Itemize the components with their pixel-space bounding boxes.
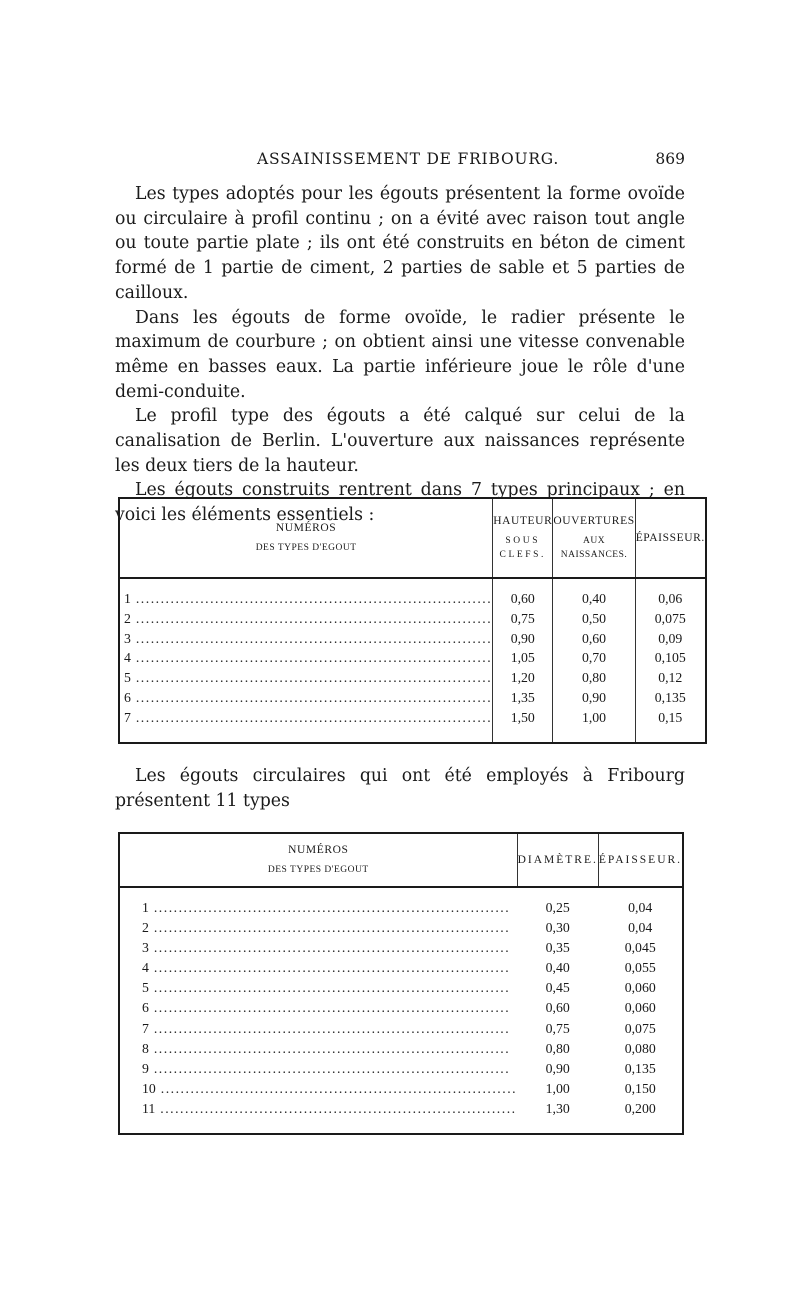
ouverture-value: 0,90 bbox=[581, 689, 607, 705]
epaisseur-value: 0,060 bbox=[624, 980, 656, 996]
diametre-value: 0,90 bbox=[545, 1060, 570, 1076]
header-epaisseur bbox=[598, 833, 683, 887]
column-epaisseur bbox=[635, 578, 706, 743]
type-number: 5 ..... bbox=[124, 668, 492, 688]
type-number: 10 ..... bbox=[142, 1079, 517, 1099]
ouverture-value: 0,40 bbox=[581, 591, 607, 606]
diametre-value: 0,30 bbox=[545, 920, 570, 936]
column-epaisseur bbox=[598, 887, 683, 1134]
epaisseur-value: 0,04 bbox=[628, 900, 653, 915]
header-text: DIAMÈTRE. bbox=[517, 854, 598, 866]
epaisseur-value: 0,080 bbox=[624, 1040, 656, 1056]
egout-types-table bbox=[118, 497, 707, 744]
column-numeros bbox=[119, 887, 517, 1134]
circular-sewers-table bbox=[118, 832, 684, 1135]
diametre-value: 0,25 bbox=[545, 900, 570, 915]
epaisseur-value: 0,060 bbox=[624, 1000, 656, 1016]
ouverture-value: 0,60 bbox=[581, 630, 607, 646]
type-number: 3 ..... bbox=[142, 938, 517, 958]
column-diametre bbox=[517, 887, 598, 1134]
header-numeros bbox=[119, 498, 493, 578]
epaisseur-value: 0,15 bbox=[658, 709, 683, 725]
header-text: NUMÉROS bbox=[288, 844, 349, 856]
diametre-value: 1,00 bbox=[545, 1080, 570, 1096]
header-text: ÉPAISSEUR. bbox=[635, 532, 705, 544]
epaisseur-value: 0,105 bbox=[654, 650, 686, 666]
epaisseur-value: 0,135 bbox=[654, 689, 686, 705]
middle-text bbox=[115, 764, 685, 813]
header-text: HAUTEUR bbox=[493, 515, 553, 527]
type-number: 6 ..... bbox=[124, 688, 492, 708]
type-number: 9 ..... bbox=[142, 1059, 517, 1079]
paragraph: Les égouts circulaires qui ont été employés à Fribourg présentent 11 types bbox=[115, 766, 685, 811]
paragraph: Le profil type des égouts a été calqué sur celui de la canalisation de Berlin. L'ouverture aux naissances représente les deux tiers de la hauteur. bbox=[115, 406, 685, 476]
hauteur-value: 0,60 bbox=[510, 591, 535, 606]
column-numeros bbox=[119, 578, 493, 743]
ouverture-value: 0,50 bbox=[581, 610, 607, 626]
epaisseur-value: 0,200 bbox=[624, 1100, 656, 1116]
type-number: 2 ..... bbox=[124, 609, 492, 629]
diametre-value: 0,80 bbox=[545, 1040, 570, 1056]
type-number: 1 ..... bbox=[142, 898, 517, 918]
type-number: 1 ..... bbox=[124, 589, 492, 609]
header-ouvertures bbox=[553, 498, 635, 578]
header-epaisseur bbox=[635, 498, 706, 578]
hauteur-value: 1,05 bbox=[510, 650, 535, 666]
header-subtext: AUX NAISSANCES. bbox=[560, 536, 628, 560]
diametre-value: 0,75 bbox=[545, 1020, 570, 1036]
type-number: 4 ..... bbox=[142, 958, 517, 978]
type-number: 3 ..... bbox=[124, 629, 492, 649]
running-title: ASSAINISSEMENT DE FRIBOURG. bbox=[257, 150, 560, 168]
type-number: 5 ..... bbox=[142, 978, 517, 998]
type-number: 7 ..... bbox=[124, 708, 492, 728]
type-number: 7 ..... bbox=[142, 1019, 517, 1039]
header-text: OUVERTURES bbox=[553, 515, 635, 527]
diametre-value: 0,45 bbox=[545, 980, 570, 996]
epaisseur-value: 0,135 bbox=[624, 1060, 656, 1076]
epaisseur-value: 0,04 bbox=[628, 920, 653, 936]
epaisseur-value: 0,075 bbox=[624, 1020, 656, 1036]
epaisseur-value: 0,055 bbox=[624, 960, 656, 976]
header-subtext: DES TYPES D'EGOUT bbox=[255, 543, 357, 553]
paragraph: Les types adoptés pour les égouts présentent la forme ovoïde ou circulaire à profil continu ; on a évité avec raison tout angle ou toute partie plate ; ils ont été construits en béton de ciment formé de 1 partie de ciment, 2 parties de sable et 5 parties de cailloux. bbox=[115, 184, 685, 303]
hauteur-value: 1,35 bbox=[510, 689, 535, 705]
type-number: 2 ..... bbox=[142, 918, 517, 938]
ouverture-value: 0,80 bbox=[581, 670, 607, 686]
hauteur-value: 0,75 bbox=[510, 610, 535, 626]
ouverture-value: 0,70 bbox=[581, 650, 607, 666]
type-number: 8 ..... bbox=[142, 1039, 517, 1059]
type-number: 6 ..... bbox=[142, 998, 517, 1018]
epaisseur-value: 0,045 bbox=[624, 940, 656, 956]
diametre-value: 0,40 bbox=[545, 960, 570, 976]
header-numeros bbox=[119, 833, 517, 887]
epaisseur-value: 0,075 bbox=[654, 610, 686, 626]
column-ouvertures bbox=[553, 578, 635, 743]
epaisseur-value: 0,150 bbox=[624, 1080, 656, 1096]
epaisseur-value: 0,12 bbox=[658, 670, 683, 686]
hauteur-value: 1,20 bbox=[510, 670, 535, 686]
diametre-value: 0,35 bbox=[545, 940, 570, 956]
header-subtext: DES TYPES D'EGOUT bbox=[267, 865, 369, 875]
header-diametre bbox=[517, 833, 598, 887]
type-number: 4 ..... bbox=[124, 648, 492, 668]
intro-text bbox=[115, 182, 685, 528]
ouverture-value: 1,00 bbox=[581, 709, 607, 725]
hauteur-value: 0,90 bbox=[510, 630, 535, 646]
header-subtext: SOUS CLEFS. bbox=[499, 536, 547, 560]
diametre-value: 0,60 bbox=[545, 1000, 570, 1016]
paragraph: Dans les égouts de forme ovoïde, le radier présente le maximum de courbure ; on obtient ainsi une vitesse convenable même en basses eaux. La partie inférieure joue le rôle d'une demi-conduite. bbox=[115, 307, 685, 402]
hauteur-value: 1,50 bbox=[510, 709, 535, 725]
epaisseur-value: 0,09 bbox=[658, 630, 683, 646]
column-hauteur bbox=[493, 578, 553, 743]
header-hauteur bbox=[493, 498, 553, 578]
header-text: ÉPAISSEUR. bbox=[598, 854, 683, 866]
diametre-value: 1,30 bbox=[545, 1100, 570, 1116]
epaisseur-value: 0,06 bbox=[658, 591, 683, 606]
header-text: NUMÉROS bbox=[275, 522, 337, 534]
type-number: 11 ..... bbox=[142, 1099, 517, 1119]
paragraph: Les égouts construits rentrent dans 7 types principaux ; en voici les éléments essentiels : bbox=[115, 480, 685, 526]
running-header bbox=[115, 150, 685, 176]
page-number: 869 bbox=[655, 150, 685, 168]
